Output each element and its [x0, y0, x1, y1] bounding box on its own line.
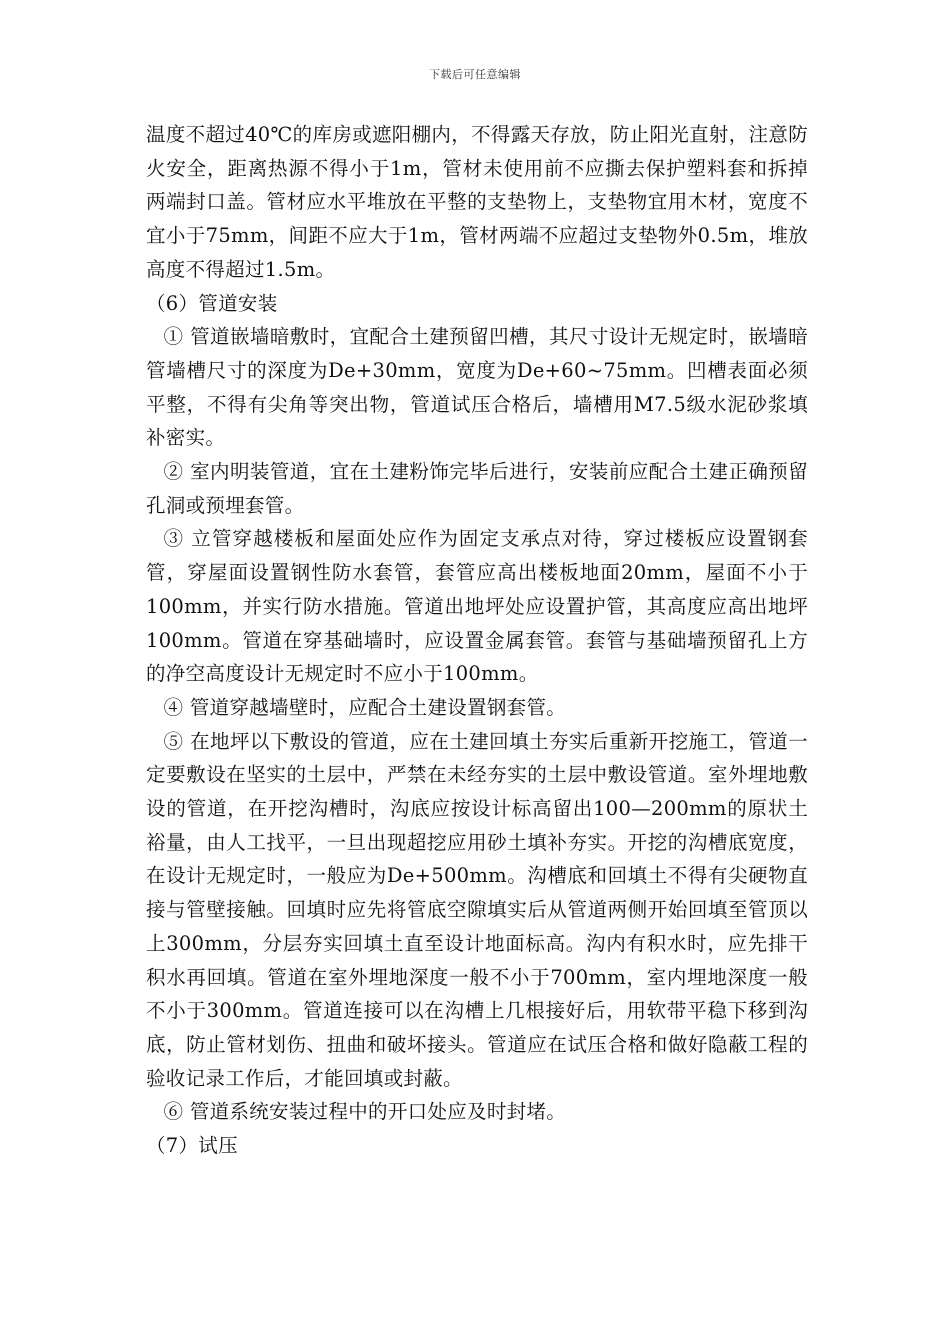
list-item-4: ④ 管道穿越墙壁时，应配合土建设置钢套管。 — [163, 695, 567, 719]
section-heading-pipe-installation: （6）管道安装 — [146, 291, 278, 315]
document-body — [146, 118, 808, 1163]
list-item-6: ⑥ 管道系统安装过程中的开口处应及时封堵。 — [163, 1100, 567, 1124]
list-item-2: ② 室内明装管道，宜在土建粉饰完毕后进行，安装前应配合土建正确预留孔洞或预埋套管。 — [146, 460, 808, 517]
list-item-3: ③ 立管穿越楼板和屋面处应作为固定支承点对待，穿过楼板应设置钢套管，穿屋面设置钢性防水套管，套管应高出楼板地面20mm，屋面不小于100mm，并实行防水措施。管道出地坪处应设置护管，其高度应高出地坪100mm。管道在穿基础墙时，应设置金属套管。套管与基础墙预留孔上方的净空高度设计无规定时不应小于100mm。 — [146, 527, 808, 686]
list-item-5: ⑤ 在地坪以下敷设的管道，应在土建回填土夯实后重新开挖施工，管道一定要敷设在坚实的土层中，严禁在未经夯实的土层中敷设管道。室外埋地敷设的管道，在开挖沟槽时，沟底应按设计标高留出100—200mm的原状土裕量，由人工找平，一旦出现超挖应用砂土填补夯实。开挖的沟槽底宽度，在设计无规定时，一般应为De+500mm。沟槽底和回填土不得有尖硬物直接与管壁接触。回填时应先将管底空隙填实后从管道两侧开始回填至管顶以上300mm，分层夯实回填土直至设计地面标高。沟内有积水时，应先排干积水再回填。管道在室外埋地深度一般不小于700mm，室内埋地深度一般不小于300mm。管道连接可以在沟槽上几根接好后，用软带平稳下移到沟底，防止管材划伤、扭曲和破坏接头。管道应在试压合格和做好隐蔽工程的验收记录工作后，才能回填或封蔽。 — [146, 729, 808, 1090]
page-header: 下载后可任意编辑 — [429, 68, 521, 81]
section-heading-pressure-test: （7）试压 — [146, 1134, 238, 1158]
list-item-1: ① 管道嵌墙暗敷时，宜配合土建预留凹槽，其尺寸设计无规定时，嵌墙暗管墙槽尺寸的深度为De+30mm，宽度为De+60~75mm。凹槽表面必须平整，不得有尖角等突出物，管道试压合格后，墙槽用M7.5级水泥砂浆填补密实。 — [146, 325, 808, 450]
paragraph-storage: 温度不超过40℃的库房或遮阳棚内，不得露天存放，防止阳光直射，注意防火安全，距离热源不得小于1m，管材未使用前不应撕去保护塑料套和拆掉两端封口盖。管材应水平堆放在平整的支垫物上，支垫物宜用木材，宽度不宜小于75mm，间距不应大于1m，管材两端不应超过支垫物外0.5m，堆放高度不得超过1.5m。 — [146, 123, 808, 281]
